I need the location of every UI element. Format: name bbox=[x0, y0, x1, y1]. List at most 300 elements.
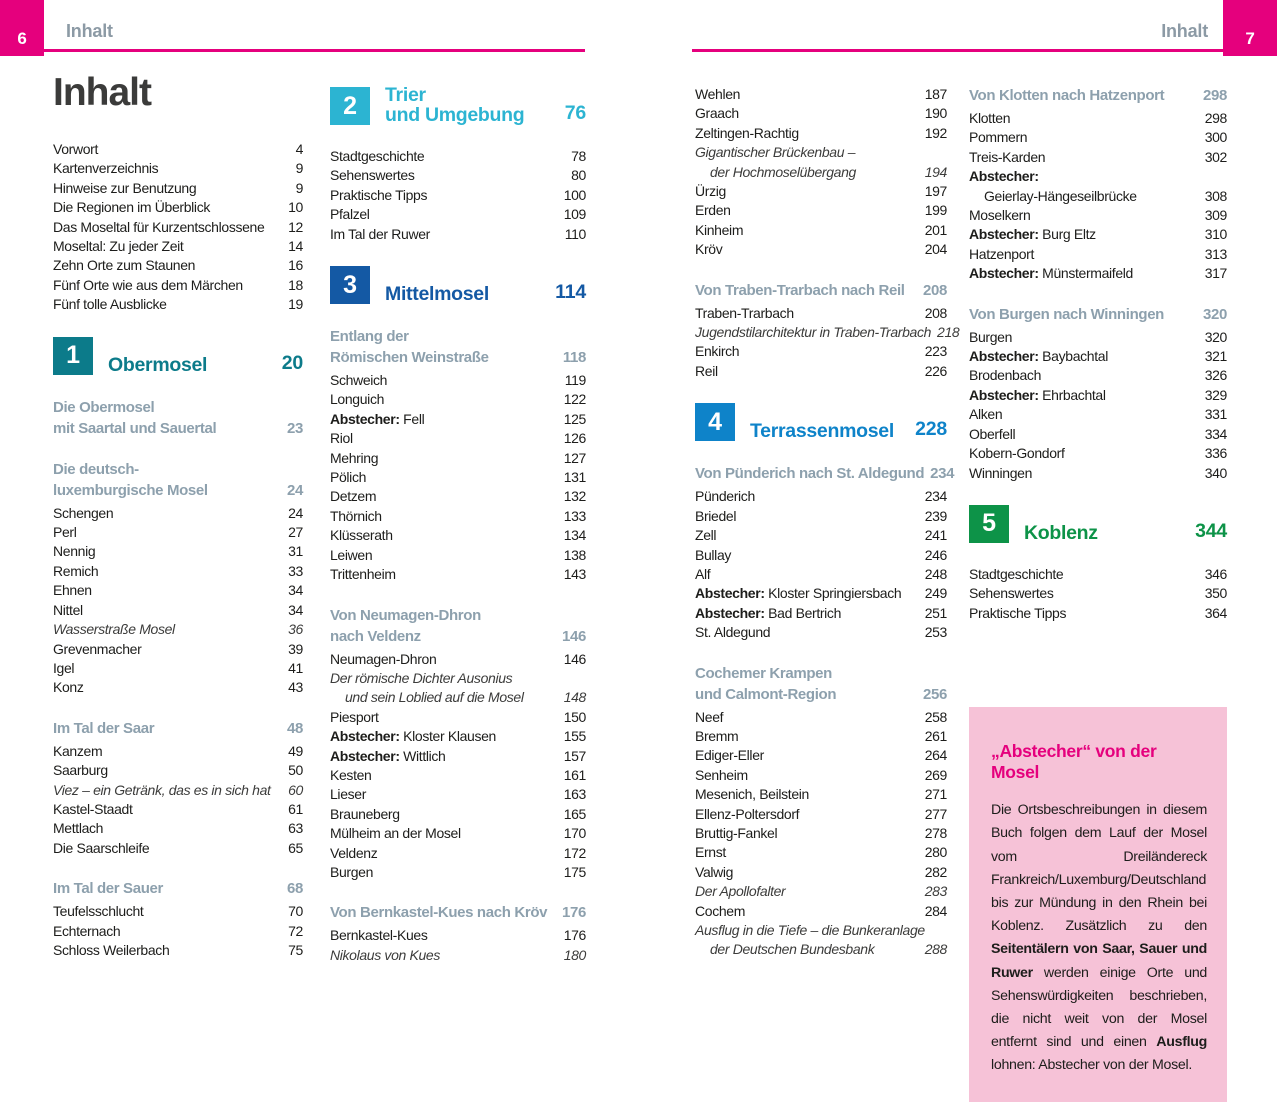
toc-entry-page: 39 bbox=[288, 640, 303, 657]
toc-entry bbox=[695, 921, 947, 940]
chapter-page: 76 bbox=[564, 102, 586, 124]
toc-subsection-lastline bbox=[695, 684, 947, 705]
toc-entry-page: 317 bbox=[1204, 265, 1227, 282]
toc-entry-label: Detzem bbox=[330, 488, 377, 505]
toc-subsection bbox=[695, 663, 947, 705]
toc-subsection-lastline bbox=[330, 347, 586, 368]
toc-entry-page: 19 bbox=[288, 296, 303, 313]
toc-entry-label: Burgen bbox=[330, 863, 374, 880]
toc-entry bbox=[969, 347, 1227, 366]
toc-entry-page: 329 bbox=[1204, 386, 1227, 403]
toc-entry-label: Teufelsschlucht bbox=[53, 903, 144, 920]
toc-entry bbox=[330, 410, 586, 429]
toc-subsection bbox=[330, 326, 586, 368]
toc-entry-label: Neef bbox=[695, 708, 724, 725]
toc-entry bbox=[330, 805, 586, 824]
toc-entry bbox=[695, 727, 947, 746]
toc-subsection-page: 23 bbox=[287, 419, 303, 437]
toc-subsection-lastline bbox=[969, 85, 1227, 106]
toc-entry-continuation bbox=[330, 688, 586, 707]
chapter-title: Obermosel bbox=[108, 353, 208, 376]
toc-entry bbox=[695, 708, 947, 727]
toc-subsection-page: 256 bbox=[923, 685, 947, 703]
toc-entry-page: 204 bbox=[924, 241, 947, 258]
toc-entry-label: Longuich bbox=[330, 391, 385, 408]
toc-entry-page: 70 bbox=[288, 903, 303, 920]
toc-entry-page: 298 bbox=[1204, 110, 1227, 126]
toc-entry bbox=[695, 182, 947, 201]
toc-entry-label: Bremm bbox=[695, 727, 739, 744]
toc-entry-label: Perl bbox=[53, 524, 77, 541]
toc-entry bbox=[695, 201, 947, 220]
toc-entry bbox=[330, 186, 586, 205]
toc-entry bbox=[969, 444, 1227, 463]
chapter-heading bbox=[969, 505, 1227, 543]
toc-entry-page: 9 bbox=[295, 160, 303, 177]
toc-entry-page: 278 bbox=[924, 824, 947, 841]
toc-entry bbox=[695, 304, 947, 323]
toc-subsection-page: 320 bbox=[1203, 305, 1227, 323]
toc-entry-label: Abstecher: Burg Eltz bbox=[969, 226, 1096, 243]
toc-entry-page: 170 bbox=[563, 825, 586, 842]
toc-subsection-line: mit Saartal und Sauertal bbox=[53, 419, 217, 437]
toc-entry bbox=[53, 140, 303, 159]
toc-entry-label: Fünf Orte wie aus dem Märchen bbox=[53, 276, 243, 293]
toc-entry-label: Bruttig-Fankel bbox=[695, 824, 778, 841]
chapter-number-badge: 4 bbox=[695, 403, 735, 441]
toc-entry-page: 258 bbox=[924, 708, 947, 725]
toc-entry-page: 288 bbox=[924, 941, 947, 958]
toc-entry bbox=[969, 245, 1227, 264]
toc-entry bbox=[330, 844, 586, 863]
toc-entry-label: Abstecher: Baybachtal bbox=[969, 348, 1108, 365]
toc-entry bbox=[969, 264, 1227, 283]
toc-entry-label: Praktische Tipps bbox=[330, 186, 428, 203]
toc-entry-label: Ürzig bbox=[695, 183, 726, 200]
toc-column-4 bbox=[969, 85, 1227, 1102]
toc-entry-page: 27 bbox=[288, 524, 303, 541]
toc-entry-label: Graach bbox=[695, 105, 739, 122]
toc-entry bbox=[695, 584, 947, 603]
toc-entry-page: 148 bbox=[563, 689, 586, 706]
toc-subsection-lastline bbox=[53, 878, 303, 899]
toc-subsection-line: Von Klotten nach Hatzenport bbox=[969, 87, 1165, 104]
toc-entry-page: 280 bbox=[924, 844, 947, 861]
toc-entry-page: 251 bbox=[924, 604, 947, 621]
toc-entry-label: Mülheim an der Mosel bbox=[330, 825, 461, 842]
chapter-heading bbox=[695, 403, 947, 441]
toc-entry-label: Abstecher: Fell bbox=[330, 410, 425, 427]
info-box-bold-text: Seitentälern von Saar, Sauer und Ruwer bbox=[991, 941, 1207, 981]
toc-subsection-page: 176 bbox=[562, 904, 586, 922]
toc-entry bbox=[53, 659, 303, 678]
toc-entry bbox=[53, 159, 303, 178]
toc-entry bbox=[53, 218, 303, 237]
toc-entry-page: 134 bbox=[563, 527, 586, 544]
toc-entry-label: Treis-Karden bbox=[969, 148, 1046, 165]
header-rule-right bbox=[692, 49, 1277, 52]
toc-subsection-page: 118 bbox=[562, 349, 586, 367]
toc-entry-label: Abstecher: Kloster Klausen bbox=[330, 728, 496, 745]
toc-entry-label: Valwig bbox=[695, 863, 734, 880]
toc-subsection-line: luxemburgische Mosel bbox=[53, 481, 208, 499]
toc-entry-label: Der römische Dichter Ausonius bbox=[330, 669, 513, 686]
toc-entry-page: 65 bbox=[288, 839, 303, 856]
toc-entry bbox=[53, 819, 303, 838]
toc-entry-page: 269 bbox=[924, 766, 947, 783]
toc-entry-group bbox=[969, 109, 1227, 284]
toc-subsection-page: 208 bbox=[923, 281, 947, 299]
toc-entry bbox=[330, 926, 586, 945]
toc-entry-page: 326 bbox=[1204, 367, 1227, 384]
toc-entry bbox=[695, 604, 947, 623]
toc-entry-label: Echternach bbox=[53, 922, 121, 939]
toc-entry-label: Pünderich bbox=[695, 488, 755, 505]
toc-subsection-line: Die Obermosel bbox=[53, 398, 155, 416]
chapter-number-badge: 5 bbox=[969, 505, 1009, 543]
toc-entry-page: 131 bbox=[563, 469, 586, 486]
toc-entry-page: 223 bbox=[924, 343, 947, 360]
toc-subsection-page: 24 bbox=[287, 481, 303, 499]
toc-entry-page: 34 bbox=[288, 601, 303, 618]
toc-entry-prefix: Abstecher: bbox=[969, 168, 1039, 185]
toc-entry bbox=[969, 206, 1227, 225]
chapter-heading bbox=[330, 266, 586, 304]
toc-entry-label: Fünf tolle Ausblicke bbox=[53, 296, 167, 313]
toc-subsection-lastline bbox=[53, 480, 303, 501]
toc-entry-page: 72 bbox=[288, 922, 303, 939]
toc-subsection-lastline bbox=[330, 626, 586, 647]
toc-entry-group bbox=[53, 902, 303, 960]
toc-entry-continuation bbox=[695, 163, 947, 182]
toc-entry-page: 125 bbox=[563, 410, 586, 427]
toc-subsection bbox=[695, 280, 947, 301]
toc-entry-label: Gigantischer Brückenbau – bbox=[695, 144, 856, 161]
toc-entry-label: Cochem bbox=[695, 902, 746, 919]
toc-subsection bbox=[969, 85, 1227, 106]
toc-entry bbox=[695, 342, 947, 361]
toc-entry-label: Zehn Orte zum Staunen bbox=[53, 257, 196, 274]
toc-entry bbox=[330, 390, 586, 409]
toc-entry-page: 18 bbox=[288, 276, 303, 293]
toc-entry bbox=[330, 147, 586, 166]
toc-entry-group bbox=[969, 565, 1227, 623]
toc-entry-page: 119 bbox=[564, 372, 586, 389]
toc-entry bbox=[695, 124, 947, 143]
toc-entry bbox=[53, 742, 303, 761]
toc-entry-page: 16 bbox=[288, 257, 303, 274]
toc-entry bbox=[695, 824, 947, 843]
toc-entry-label: Sehenswertes bbox=[969, 585, 1054, 602]
toc-entry-label: Pommern bbox=[969, 129, 1028, 146]
toc-entry-page: 49 bbox=[288, 742, 303, 759]
chapter-title: Terrassenmosel bbox=[750, 420, 894, 443]
page-number-badge-left: 6 bbox=[0, 0, 44, 56]
toc-entry-page: 321 bbox=[1204, 348, 1227, 365]
toc-column-1 bbox=[53, 72, 303, 960]
toc-entry-label: Praktische Tipps bbox=[969, 604, 1067, 621]
toc-entry-label: Reil bbox=[695, 362, 718, 379]
toc-entry-label: Kanzem bbox=[53, 742, 103, 759]
toc-entry-page: 282 bbox=[924, 863, 947, 880]
toc-entry bbox=[695, 546, 947, 565]
toc-subsection-line: Im Tal der Saar bbox=[53, 719, 155, 737]
toc-entry-label: Mehring bbox=[330, 449, 379, 466]
toc-subsection bbox=[53, 878, 303, 899]
toc-entry-label: Piesport bbox=[330, 708, 379, 725]
toc-entry-page: 60 bbox=[288, 781, 303, 798]
toc-entry bbox=[330, 785, 586, 804]
toc-entry bbox=[53, 198, 303, 217]
toc-entry-label: Kastel-Staadt bbox=[53, 800, 133, 817]
running-head-right bbox=[692, 0, 1277, 52]
toc-entry-page: 172 bbox=[563, 844, 586, 861]
toc-entry bbox=[695, 746, 947, 765]
toc-entry bbox=[695, 487, 947, 506]
toc-entry-page: 249 bbox=[924, 585, 947, 602]
toc-entry-page: 187 bbox=[924, 86, 947, 102]
toc-entry-label: Mettlach bbox=[53, 820, 104, 837]
toc-entry bbox=[695, 507, 947, 526]
toc-entry-page: 197 bbox=[924, 183, 947, 200]
toc-entry bbox=[969, 584, 1227, 603]
toc-entry-page: 126 bbox=[563, 430, 586, 447]
toc-entry-label: Pfalzel bbox=[330, 206, 370, 223]
toc-entry bbox=[53, 640, 303, 659]
book-page-left bbox=[0, 0, 585, 1000]
toc-entry bbox=[969, 464, 1227, 483]
toc-entry bbox=[330, 824, 586, 843]
toc-entry-label: Bernkastel-Kues bbox=[330, 927, 428, 944]
toc-entry-label: Nennig bbox=[53, 543, 96, 560]
toc-entry-label: Abstecher: Ehrbachtal bbox=[969, 386, 1106, 403]
chapter-heading bbox=[330, 85, 586, 125]
toc-entry-page: 190 bbox=[924, 105, 947, 122]
toc-entry-page: 308 bbox=[1204, 187, 1227, 204]
toc-entry bbox=[53, 542, 303, 561]
toc-entry-continuation bbox=[695, 940, 947, 959]
toc-entry bbox=[330, 650, 586, 669]
chapter-page: 344 bbox=[1195, 519, 1227, 542]
book-page-right bbox=[692, 0, 1277, 1074]
toc-entry bbox=[330, 727, 586, 746]
toc-entry-group bbox=[969, 328, 1227, 483]
toc-entry-label: Zeltingen-Rachtig bbox=[695, 124, 799, 141]
toc-entry-page: 34 bbox=[288, 582, 303, 599]
toc-entry-label: Klüsserath bbox=[330, 527, 393, 544]
toc-entry bbox=[53, 761, 303, 780]
toc-entry-page: 176 bbox=[563, 927, 586, 944]
toc-entry-prefix: Abstecher: bbox=[969, 386, 1039, 403]
toc-entry-label: der Hochmoselübergang bbox=[710, 163, 856, 180]
toc-entry-page: 340 bbox=[1204, 464, 1227, 481]
toc-entry bbox=[53, 256, 303, 275]
toc-entry-label: Brauneberg bbox=[330, 805, 400, 822]
toc-entry-label: Burgen bbox=[969, 328, 1013, 345]
toc-column-3 bbox=[695, 85, 960, 960]
toc-entry-label: Briedel bbox=[695, 507, 737, 524]
toc-subsection bbox=[695, 463, 955, 484]
toc-entry-label: Ernst bbox=[695, 844, 726, 861]
toc-entry bbox=[330, 487, 586, 506]
toc-entry bbox=[53, 179, 303, 198]
toc-subsection bbox=[53, 397, 303, 439]
toc-entry-page: 350 bbox=[1204, 585, 1227, 602]
toc-entry-page: 10 bbox=[288, 199, 303, 216]
toc-entry bbox=[330, 526, 586, 545]
toc-entry-page: 180 bbox=[563, 946, 586, 963]
page-title: Inhalt bbox=[53, 71, 151, 114]
toc-entry bbox=[695, 362, 947, 381]
toc-entry-prefix: Abstecher: bbox=[330, 728, 400, 745]
toc-entry bbox=[53, 523, 303, 542]
toc-entry-page: 63 bbox=[288, 820, 303, 837]
toc-entry bbox=[53, 237, 303, 256]
toc-entry-label: Ediger-Eller bbox=[695, 747, 764, 764]
toc-entry-page: 192 bbox=[924, 124, 947, 141]
toc-entry bbox=[53, 678, 303, 697]
toc-subsection-lastline bbox=[53, 418, 303, 439]
toc-entry-label: Erden bbox=[695, 202, 731, 219]
toc-entry-label: Winningen bbox=[969, 464, 1033, 481]
toc-entry-label: Schengen bbox=[53, 504, 114, 521]
toc-entry-group bbox=[695, 487, 947, 642]
toc-entry-label: Hinweise zur Benutzung bbox=[53, 179, 197, 196]
toc-subsection-page: 298 bbox=[1203, 87, 1227, 104]
toc-entry-label: Schweich bbox=[330, 372, 388, 389]
toc-entry-page: 234 bbox=[924, 488, 947, 505]
toc-subsection-line: Von Bernkastel-Kues nach Kröv bbox=[330, 904, 548, 922]
toc-entry-label: Saarburg bbox=[53, 762, 108, 779]
toc-entry-group bbox=[695, 708, 947, 960]
toc-entry-label: Brodenbach bbox=[969, 367, 1042, 384]
toc-entry-label: Alf bbox=[695, 565, 711, 582]
toc-entry-label: Die Regionen im Überblick bbox=[53, 199, 210, 216]
toc-entry-page: 4 bbox=[295, 141, 303, 157]
toc-entry bbox=[330, 708, 586, 727]
toc-entry-page: 300 bbox=[1204, 129, 1227, 146]
toc-subsection-lastline bbox=[695, 463, 955, 484]
toc-entry-page: 302 bbox=[1204, 148, 1227, 165]
toc-subsection-line: nach Veldenz bbox=[330, 627, 421, 645]
toc-entry bbox=[695, 882, 947, 901]
toc-entry bbox=[330, 225, 586, 244]
toc-entry-group bbox=[695, 304, 960, 382]
toc-column-2 bbox=[330, 85, 586, 965]
toc-subsection-line: Von Traben-Trarbach nach Reil bbox=[695, 281, 905, 299]
toc-subsection-line: Cochemer Krampen bbox=[695, 664, 832, 682]
chapter-title: Mittelmosel bbox=[385, 283, 489, 306]
toc-entry bbox=[53, 562, 303, 581]
toc-entry bbox=[330, 747, 586, 766]
toc-entry-page: 313 bbox=[1204, 245, 1227, 262]
toc-entry-prefix: Abstecher: bbox=[695, 585, 765, 602]
toc-entry bbox=[330, 946, 586, 965]
toc-entry-label: St. Aldegund bbox=[695, 624, 771, 641]
toc-entry-label: Abstecher: Wittlich bbox=[330, 747, 446, 764]
toc-entry-label: Pölich bbox=[330, 469, 367, 486]
toc-entry bbox=[969, 405, 1227, 424]
toc-entry bbox=[53, 620, 303, 639]
chapter-page: 114 bbox=[555, 281, 586, 304]
toc-entry-page: 283 bbox=[924, 883, 947, 900]
toc-entry-label: Stadtgeschichte bbox=[969, 565, 1064, 582]
toc-entry-label: Abstecher: Münstermaifeld bbox=[969, 265, 1133, 282]
toc-entry-page: 31 bbox=[288, 543, 303, 560]
toc-entry-label: Kartenverzeichnis bbox=[53, 160, 159, 177]
toc-subsection-line: Im Tal der Sauer bbox=[53, 880, 163, 898]
info-box-bold-text: Ausflug bbox=[1156, 1034, 1207, 1051]
toc-entry-page: 271 bbox=[924, 786, 947, 803]
toc-entry-page: 9 bbox=[295, 179, 303, 196]
toc-entry-label: Ellenz-Poltersdorf bbox=[695, 805, 800, 822]
toc-subsection-page: 48 bbox=[287, 719, 303, 737]
toc-entry-page: 75 bbox=[288, 941, 303, 958]
page-number-badge-right: 7 bbox=[1223, 0, 1277, 56]
toc-entry bbox=[969, 167, 1227, 186]
toc-entry-label: Traben-Trarbach bbox=[695, 304, 794, 321]
toc-entry bbox=[695, 902, 947, 921]
toc-entry-label: Igel bbox=[53, 659, 75, 676]
toc-entry bbox=[330, 546, 586, 565]
info-box bbox=[969, 707, 1227, 1101]
toc-entry-label: Mesenich, Beilstein bbox=[695, 786, 809, 803]
toc-entry-page: 78 bbox=[571, 148, 586, 164]
chapter-page: 20 bbox=[281, 351, 303, 374]
toc-entry-page: 122 bbox=[563, 391, 586, 408]
toc-entry-page: 132 bbox=[563, 488, 586, 505]
toc-entry-label: Zell bbox=[695, 527, 717, 544]
toc-entry-page: 24 bbox=[288, 504, 303, 521]
toc-entry-group bbox=[695, 85, 947, 260]
toc-entry bbox=[330, 766, 586, 785]
toc-entry-label: Konz bbox=[53, 679, 84, 696]
toc-entry bbox=[695, 863, 947, 882]
toc-entry-label: Lieser bbox=[330, 786, 367, 803]
toc-entry-page: 50 bbox=[288, 762, 303, 779]
toc-entry bbox=[969, 386, 1227, 405]
toc-entry bbox=[330, 429, 586, 448]
toc-entry-page: 309 bbox=[1204, 207, 1227, 224]
toc-entry-page: 253 bbox=[924, 624, 947, 641]
toc-entry-group bbox=[53, 504, 303, 698]
toc-entry-page: 334 bbox=[1204, 425, 1227, 442]
toc-entry bbox=[695, 805, 947, 824]
toc-entry-page: 100 bbox=[563, 186, 586, 203]
toc-entry-label: Schloss Weilerbach bbox=[53, 941, 170, 958]
toc-entry bbox=[53, 504, 303, 523]
toc-entry-label: Remich bbox=[53, 562, 99, 579]
toc-subsection-page: 146 bbox=[562, 627, 586, 645]
toc-entry-label: Geierlay-Hängeseilbrücke bbox=[984, 187, 1137, 204]
toc-entry-prefix: Abstecher: bbox=[969, 226, 1039, 243]
toc-entry-label: Hatzenport bbox=[969, 245, 1034, 262]
toc-subsection-lastline bbox=[330, 902, 586, 923]
toc-entry-page: 163 bbox=[563, 786, 586, 803]
toc-entry-page: 110 bbox=[564, 225, 586, 242]
toc-entry-page: 194 bbox=[924, 163, 947, 180]
toc-subsection bbox=[969, 304, 1227, 325]
toc-entry bbox=[969, 109, 1227, 128]
toc-entry bbox=[695, 240, 947, 259]
toc-entry-page: 261 bbox=[924, 727, 947, 744]
toc-subsection bbox=[53, 459, 303, 501]
toc-entry bbox=[53, 781, 303, 800]
running-head-left bbox=[0, 0, 585, 52]
toc-entry bbox=[53, 839, 303, 858]
toc-entry-label: Sehenswertes bbox=[330, 167, 415, 184]
toc-entry-label: Grevenmacher bbox=[53, 640, 142, 657]
